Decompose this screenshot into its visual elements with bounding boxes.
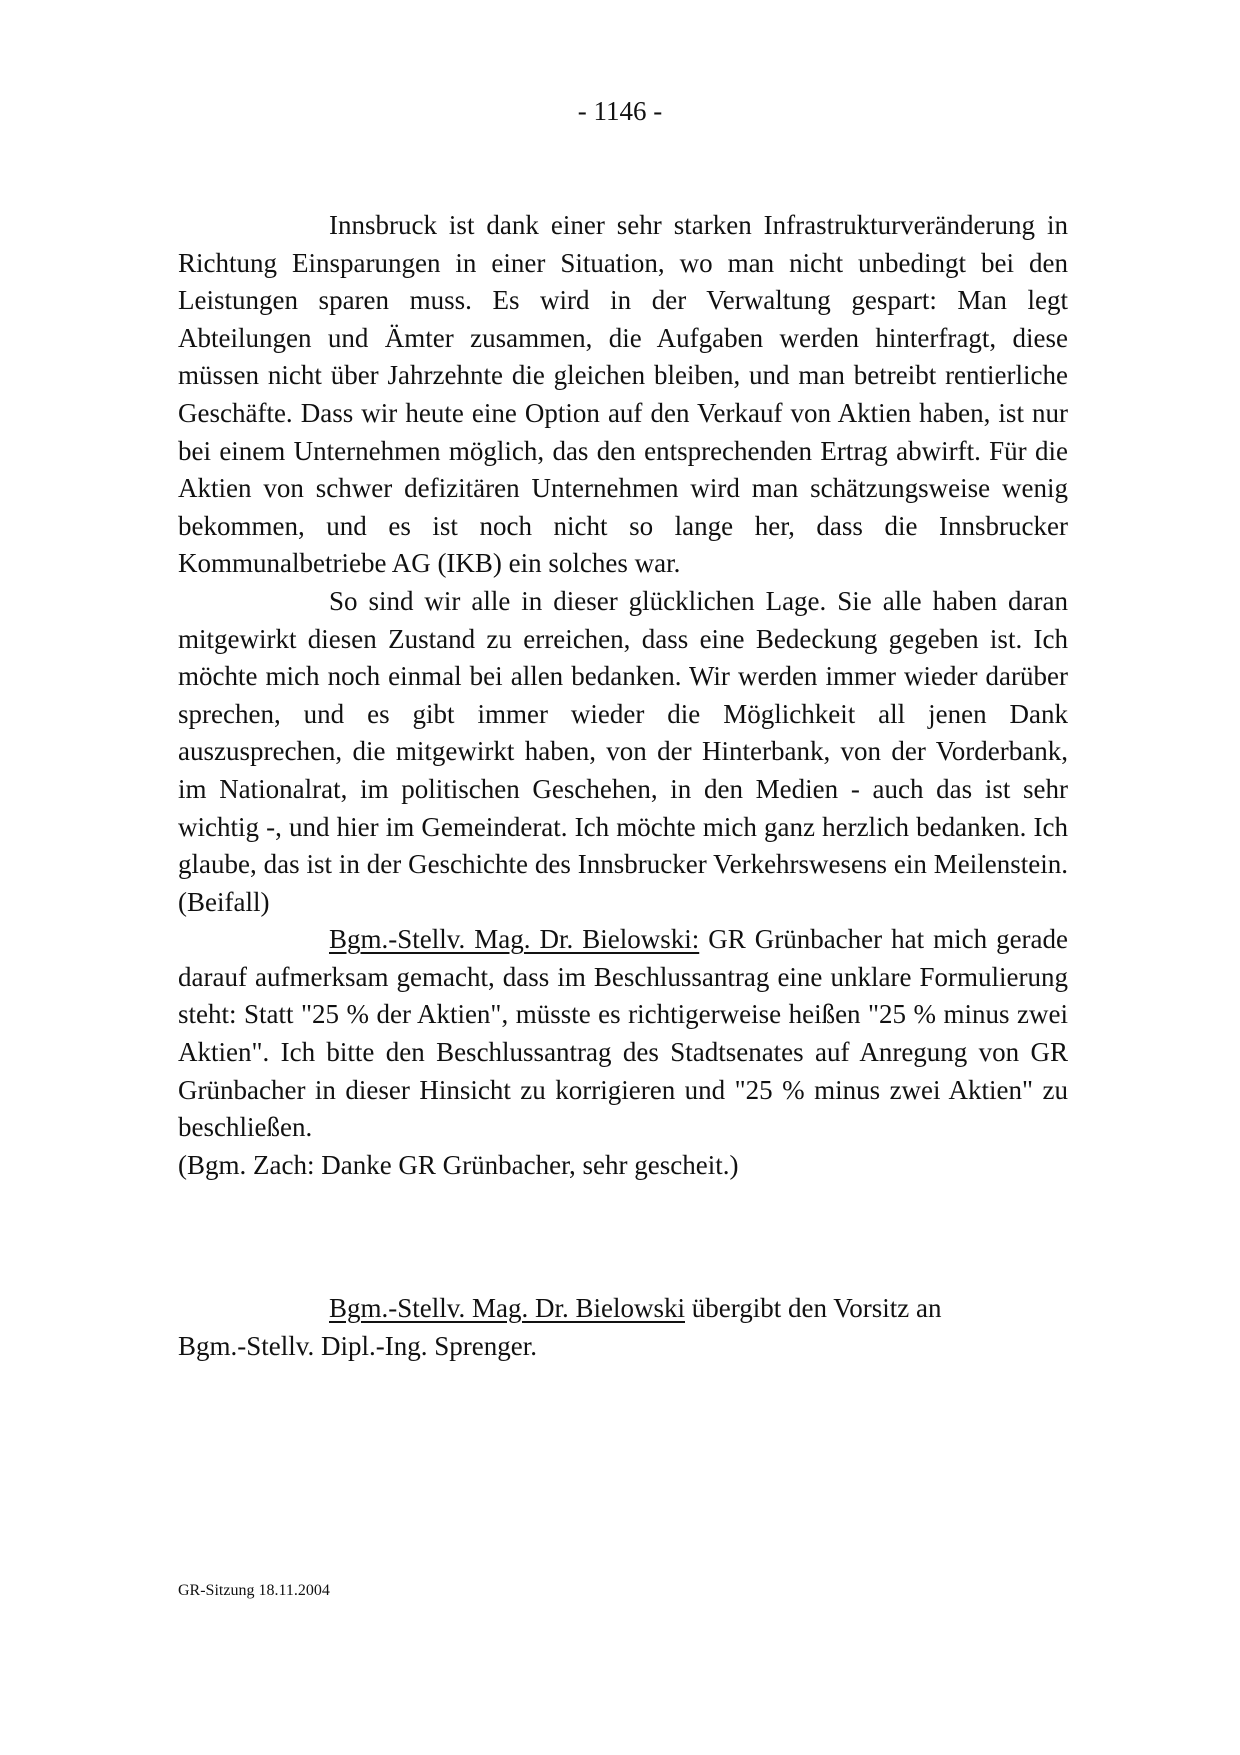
page-number: - 1146 - [577,96,663,126]
handover-line-1 [178,1290,1068,1328]
paragraph-infrastructure: Innsbruck ist dank einer sehr starken Infrastrukturveränderung in Richtung Einsparungen in einer Situation, wo man nicht unbedingt bei den Leistungen sparen muss. Es wird in der Verwaltung gespart: Man legt Abteilungen und Ämter zusammen, die Aufgaben werden hinterfragt, diese müssen nicht über Jahrzehnte die gleichen bleiben, und man betreibt rentierliche Geschäfte. Dass wir heute eine Option auf den Verkauf von Aktien haben, ist nur bei einem Unternehmen möglich, das den entsprechenden Ertrag abwirft. Für die Aktien von schwer defizitären Unternehmen wird man schätzungsweise wenig bekommen, und es ist noch nicht so lange her, dass die Innsbrucker Kommunalbetriebe AG (IKB) ein solches war. [178,210,1068,579]
handover-line-2: Bgm.-Stellv. Dipl.-Ing. Sprenger. [178,1330,537,1361]
paragraph-correction [178,921,1068,1147]
paragraph-thanks: So sind wir alle in dieser glücklichen Lage. Sie alle haben daran mitgewirkt diesen Zustand zu erreichen, dass eine Bedeckung gegeben ist. Ich möchte mich noch einmal bei allen bedanken. Wir werden immer wieder darüber sprechen, und es gibt immer wieder die Möglichkeit all jenen Dank auszusprechen, die mitgewirkt haben, von der Hinterbank, von der Vorderbank, im Nationalrat, im politischen Geschehen, in den Medien - auch das ist sehr wichtig -, und hier im Gemeinderat. Ich möchte mich ganz herzlich bedanken. Ich glaube, das ist in der Geschichte des Innsbrucker Verkehrswesens ein Meilenstein. (Beifall) [178,585,1068,917]
correction-text: GR Grünbacher hat mich gerade darauf aufmerksam gemacht, dass im Beschlussantrag eine unklare Formulierung steht: Statt "25 % der Aktien", müsste es richtigerweise heißen "25 % minus zwei Aktien". Ich bitte den Beschlussantrag des Stadtsenates auf Anregung von GR Grünbacher in dieser Hinsicht zu korrigieren und "25 % minus zwei Aktien" zu beschließen. [178,924,1069,1143]
interjection: (Bgm. Zach: Danke GR Grünbacher, sehr gescheit.) [178,1149,739,1180]
transcript-body [178,207,1068,1184]
chair-handover [178,1290,1068,1365]
footer-session-date: GR-Sitzung 18.11.2004 [178,1582,330,1599]
handover-speaker: Bgm.-Stellv. Mag. Dr. Bielowski [329,1293,685,1323]
speaker-name: Bgm.-Stellv. Mag. Dr. Bielowski: [329,924,700,955]
handover-text: übergibt den Vorsitz an [691,1293,942,1323]
